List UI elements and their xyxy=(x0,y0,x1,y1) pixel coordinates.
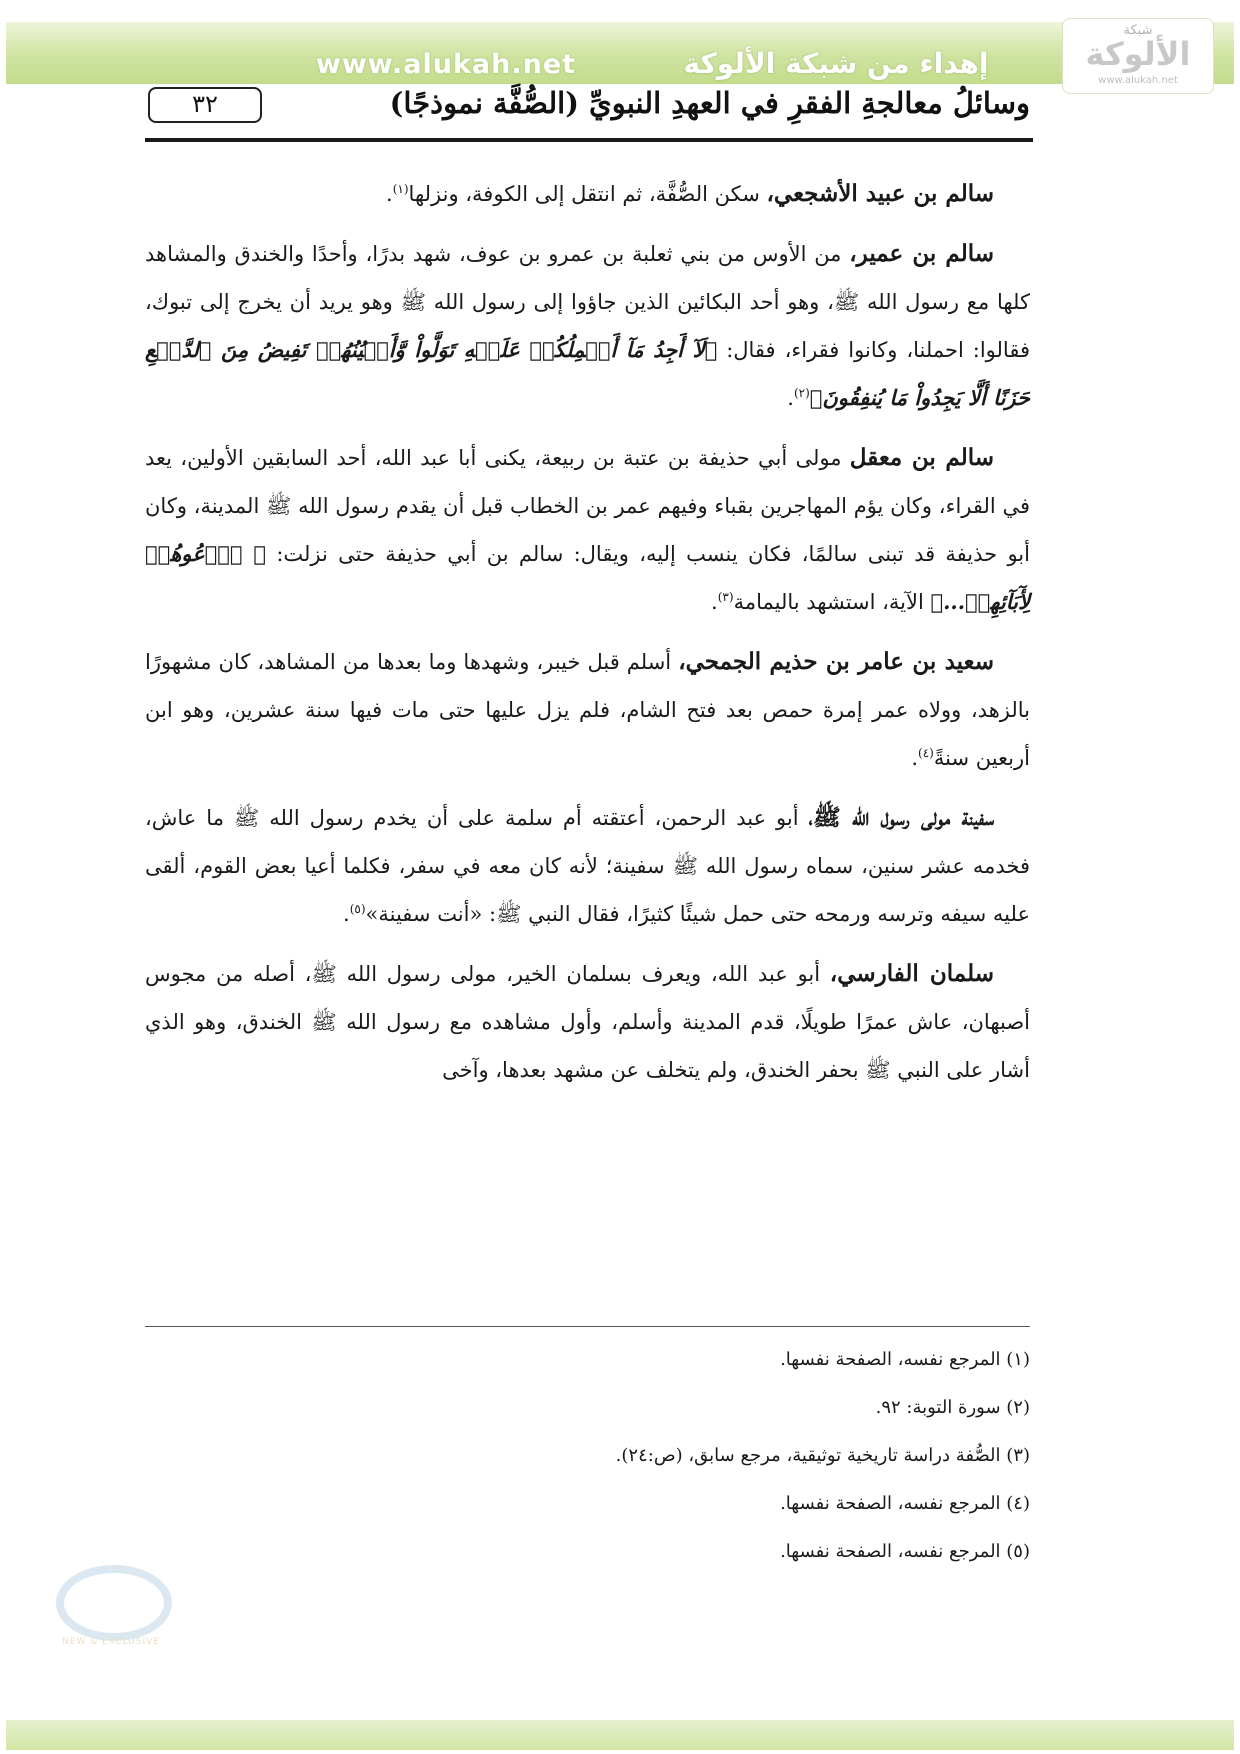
entry-name: سالم بن عمير، xyxy=(849,240,995,267)
banner-site-url: www.alukah.net xyxy=(315,49,577,80)
entry-end: . xyxy=(386,182,393,206)
entry-paragraph-3 xyxy=(145,434,1030,626)
entry-name: سلمان الفارسي، xyxy=(829,960,994,987)
entry-text: أبو عبد الله، ويعرف بسلمان الخير، مولى رسول الله ﷺ، أصله من مجوس أصبهان، عاش عمرًا طويلًا، قدم المدينة وأسلم، وأول مشاهده مع رسول الله ﷺ الخندق، وهو الذي أشار على النبي ﷺ بحفر الخندق، ولم يتخلف عن مشهد بعدها، وآخى xyxy=(145,962,1030,1082)
entry-text-continued: الآية، استشهد باليمامة xyxy=(733,590,931,614)
top-banner xyxy=(6,22,1234,84)
entry-text: مولى أبي حذيفة بن عتبة بن ربيعة، يكنى أبا عبد الله، أحد السابقين الأولين، يعد في القراء، وكان يؤم المهاجرين بقباء وفيهم عمر بن الخطاب قبل أن يقدم رسول الله ﷺ المدينة، وكان أبو حذيفة قد تبنى سالمًا، فكان ينسب إليه، ويقال: سالم بن أبي حذيفة حتى نزلت: xyxy=(145,446,1030,566)
footnote-item: (١) المرجع نفسه، الصفحة نفسها. xyxy=(780,1349,1030,1370)
entry-paragraph-4 xyxy=(145,638,1030,782)
entry-end: . xyxy=(711,590,718,614)
page-number: ٣٢ xyxy=(148,87,262,123)
logo-url-text: www.alukah.net xyxy=(1098,75,1178,86)
footnote-item: (٣) الصُّفة دراسة تاريخية توثيقية، مرجع سابق، (ص:٢٤). xyxy=(615,1445,1030,1466)
entry-paragraph-2 xyxy=(145,230,1030,422)
watermark-ring-icon xyxy=(56,1565,172,1641)
footnote-ref[interactable]: (٢) xyxy=(793,386,810,400)
entry-name: سفينة مولى رسول الله ﷺ، xyxy=(808,804,994,831)
main-text xyxy=(145,170,1030,1106)
entry-end: . xyxy=(343,902,350,926)
entry-name: سالم بن عبيد الأشجعي، xyxy=(766,180,994,207)
footnote-ref[interactable]: (٤) xyxy=(918,746,934,760)
entry-text: سكن الصُّفَّة، ثم انتقل إلى الكوفة، ونزلها xyxy=(408,182,767,206)
entry-text: أبو عبد الرحمن، أعتقته أم سلمة على أن يخدم رسول الله ﷺ ما عاش، فخدمه عشر سنين، سماه رسول الله ﷺ سفينة؛ لأنه كان معه في سفر، فكلما أعيا بعض القوم، ألقى عليه سيفه وترسه ورمحه حتى حمل شيئًا كثيرًا، فقال النبي ﷺ: «أنت سفينة» xyxy=(145,806,1030,926)
entry-name: سعيد بن عامر بن حذيم الجمحي، xyxy=(678,648,994,675)
footnote-divider xyxy=(145,1326,1030,1327)
watermark-label: NEW & EXCLUSIVE xyxy=(62,1637,160,1647)
footnote-item: (٢) سورة التوبة: ٩٢. xyxy=(875,1397,1030,1418)
entry-paragraph-1 xyxy=(145,170,1030,218)
footnotes xyxy=(145,1336,1030,1576)
entry-text: أسلم قبل خيبر، وشهدها وما بعدها من المشاهد، كان مشهورًا بالزهد، وولاه عمر إمرة حمص بعد فتح الشام، فلم يزل عليها حتى مات فيها سنة عشرين، وهو ابن أربعين سنةً xyxy=(145,650,1030,770)
logo-main-text: الألوكة xyxy=(1085,35,1191,73)
footnote-item: (٥) المرجع نفسه، الصفحة نفسها. xyxy=(780,1541,1030,1562)
alukah-logo xyxy=(1062,18,1214,94)
page-title: وسائلُ معالجةِ الفقرِ في العهدِ النبويِّ (الصُّفَّة نموذجًا) xyxy=(389,86,1030,120)
footnote-ref[interactable]: (١) xyxy=(392,182,409,196)
header-divider xyxy=(145,138,1033,142)
banner-gift-text: إهداء من شبكة الألوكة xyxy=(683,47,989,80)
footnote-ref[interactable]: (٣) xyxy=(717,590,734,604)
footnote-item: (٤) المرجع نفسه، الصفحة نفسها. xyxy=(780,1493,1030,1514)
entry-paragraph-6 xyxy=(145,950,1030,1094)
entry-paragraph-5 xyxy=(145,794,1030,938)
entry-name: سالم بن معقل xyxy=(849,444,994,471)
entry-end: . xyxy=(911,746,919,770)
footnote-ref[interactable]: (٥) xyxy=(349,902,366,916)
watermark-logo xyxy=(36,1545,186,1655)
quran-verse: ﴿لَآ أَجِدُ مَآ أَحۡمِلُكُمۡ عَلَيۡهِ تَوَلَّواْ وَّأَعۡيُنُهُمۡ تَفِيضُ مِنَ ٱلدَّمۡعِ حَزَنًا أَلَّا يَجِدُواْ مَا يُنفِقُونَ﴾ xyxy=(145,337,1030,410)
quran-verse: ﴿ ٱدۡعُوهُمۡ لِأٓبَآئِهِمۡ...﴾ xyxy=(145,541,1030,614)
entry-end: . xyxy=(787,386,794,410)
logo-top-text: شبكة xyxy=(1123,23,1153,38)
bottom-banner xyxy=(6,1720,1234,1750)
entry-text: من الأوس من بني ثعلبة بن عمرو بن عوف، شهد بدرًا، وأحدًا والخندق والمشاهد كلها مع رسول الله ﷺ، وهو أحد البكائين الذين جاؤوا إلى رسول الله ﷺ وهو يريد أن يخرج إلى تبوك، فقالوا: احملنا، وكانوا فقراء، فقال: xyxy=(145,242,1030,362)
